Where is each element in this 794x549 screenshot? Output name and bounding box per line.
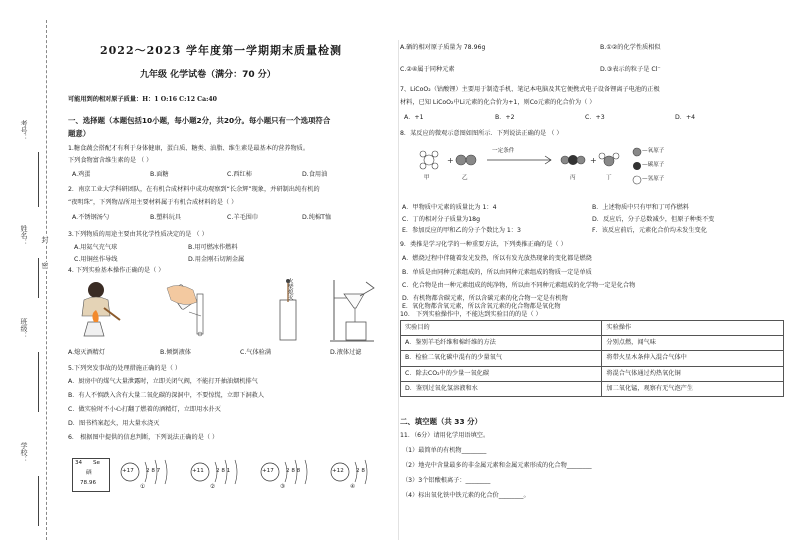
- table-header-row: [401, 321, 784, 336]
- atom-diagram-4: [328, 458, 390, 492]
- pour-stream-icon: [189, 312, 201, 316]
- exam-number-line: [38, 152, 39, 207]
- table-cell: C．除去CO₂中的少量一氧化碳: [401, 366, 602, 381]
- atom-diagram-3: [258, 458, 328, 492]
- q8-label-ding: 丁: [606, 175, 612, 181]
- name-line: [38, 258, 39, 298]
- q3-option-d: D.用金刚石切割金属: [188, 256, 245, 263]
- q1-option-c: C.西红柿: [227, 171, 252, 178]
- q4-option-c: C.气体验满: [240, 349, 272, 356]
- q1-option-d: D.食用油: [302, 171, 328, 178]
- q6-option-c: C.②④属于同种元素: [400, 66, 455, 73]
- q7-option-a: A．+1: [404, 114, 424, 121]
- test-tube-icon: [197, 294, 203, 334]
- q6-option-a: A.硒的相对原子质量为 78.96g: [400, 44, 486, 51]
- atom-2-label: ②: [210, 484, 216, 490]
- table-row: [401, 336, 784, 351]
- q9-option-c: C．化合物是由一种元素组成的纯净物，所以由不同种元素组成的化学物一定是化合物: [402, 282, 636, 289]
- q2-option-d: D.纯棉T恤: [302, 214, 332, 221]
- q1-option-b: B.面糖: [150, 171, 169, 178]
- table-row: [401, 381, 784, 396]
- q9-option-d: D．有机物都含碳元素，所以含碳元素的化合物一定是有机物: [402, 295, 568, 302]
- q3-stem: 3.下列物质的用途主要由其化学性质决定的是 （ ）: [68, 231, 208, 238]
- element-name: 硒: [86, 470, 92, 476]
- molecule-jia-icon: [420, 151, 438, 169]
- q8-label-jia: 甲: [424, 175, 430, 181]
- section2-title: 二、填空题（共 33 分）: [400, 417, 482, 426]
- q8-option-f: F．该反应前后，元素化合价均未发生变化: [592, 227, 707, 234]
- q2-option-c: C.羊毛围巾: [227, 214, 259, 221]
- q11-item-2: （2）地壳中含量最多的非金属元素和金属元素形成的化合物________: [402, 462, 592, 469]
- q2-stem: 2．南京工业大学科研团队，在有机合成材料中成功观察到“长余辉”现象，并研制出纯有机的: [68, 186, 320, 193]
- q9-stem: 9．类推是学习化学的一种重要方法，下列类推正确的是（ ）: [400, 241, 567, 248]
- table-cell: 分别点燃，闻气味: [602, 336, 784, 351]
- seal-feng: 封: [41, 236, 49, 243]
- table-header-cell: 实验操作: [602, 321, 784, 336]
- alcohol-lamp-icon: [84, 322, 104, 336]
- reaction-arrow-icon: [487, 156, 551, 164]
- atom-1-label: ①: [140, 484, 146, 490]
- element-symbol: Se: [93, 460, 100, 466]
- atom-3-nucleus: +17: [262, 468, 274, 474]
- q3-option-c: C.用铜丝作导线: [74, 256, 118, 263]
- q4-figure-d: [330, 278, 380, 342]
- q10-table: [400, 320, 784, 397]
- legend-oxygen-icon: [633, 148, 641, 156]
- school-line: [38, 476, 39, 526]
- seal-line: [46, 20, 47, 540]
- section1-title-cont: 题意）: [68, 129, 91, 138]
- q4-option-a: A.熄灭酒精灯: [68, 349, 106, 356]
- atom-1-shells-icon: [118, 458, 188, 492]
- q3-option-b: B.用可燃冰作燃料: [188, 244, 238, 251]
- atom-2-nucleus: +11: [192, 468, 204, 474]
- q11-stem: 11．（6分）请用化学用语填空。: [400, 432, 490, 439]
- atom-1-shells: 2 8 7: [146, 468, 161, 474]
- q5-option-c: C．做实验时不小心打翻了燃着的酒精灯，立即用水扑灭: [68, 406, 221, 413]
- legend-carbon-icon: [633, 162, 641, 170]
- atomic-masses: 可能用到的相对原子质量：H：1 O:16 C:12 Ca:40: [68, 96, 217, 103]
- q1-stem: 1.糖食蔬会搭配才有利于身体健康，蛋白质、糖类、油脂、维生素是最基本的营养物质。: [68, 145, 310, 152]
- svg-text:+: +: [447, 156, 454, 165]
- q6-option-b: B.①②的化学性质相似: [600, 44, 661, 51]
- q3-option-a: A.用氦气充气球: [74, 244, 118, 251]
- q7-option-b: B．+2: [495, 114, 515, 121]
- element-card: [72, 458, 110, 492]
- atom-2-shells-icon: [188, 458, 258, 492]
- funnel-icon: [344, 294, 364, 308]
- atom-diagram-2: [188, 458, 258, 492]
- q8-option-b: B．上述物质中只有甲和丁可作燃料: [592, 204, 690, 211]
- q5-option-b: B．有人不慎跌入含有大量二氧化碳的深洞中，不要惊慌，立即下洞救人: [68, 392, 265, 399]
- q5-stem: 5.下列突发事故的处理措施正确的是（ ）: [68, 365, 182, 372]
- atom-3-shells: 2 8 8: [286, 468, 301, 474]
- molecule-yi-icon: [456, 155, 476, 165]
- q4-match-label: 火柴熄灭: [286, 278, 293, 301]
- table-cell: D．鉴别过氧化氢溶液和水: [401, 381, 602, 396]
- atom-4-nucleus: +12: [332, 468, 344, 474]
- q8-option-e: E．参加反应的甲和乙的分子个数比为 1：3: [402, 227, 521, 234]
- q8-stem: 8．某反应的微观示意图如图所示．下列说法正确的是 （ ）: [400, 130, 563, 137]
- q4-option-d: D.液体过滤: [330, 349, 362, 356]
- beaker-icon: [346, 322, 366, 340]
- column-divider: [398, 40, 399, 540]
- class-line: [38, 352, 39, 412]
- exam-subtitle: 九年级 化学试卷（满分：70 分）: [140, 70, 276, 80]
- atom-4-shells-icon: [328, 458, 390, 492]
- q5-option-a: A．厨房中的煤气大量泄露时，立即关闭气阀，不能打开抽油烟机排气: [68, 378, 258, 385]
- q11-item-3: （3）3个铝酸根离子：________: [402, 477, 491, 484]
- q4-option-b: B.倾倒液体: [160, 349, 191, 356]
- q7-stem: 7、LiCoO₂（钴酸锂）主要用于制造手机、笔记本电脑及其它便携式电子设备锂离子电池的正极: [400, 86, 660, 93]
- table-row: [401, 366, 784, 381]
- q8-legend-carbon: —碳原子: [642, 162, 665, 168]
- table-cell: 将带火星木条伸入混合气体中: [602, 351, 784, 366]
- q6-stem: 6． 根据图中提供的信息判断，下列说法正确的是（ ）: [68, 434, 219, 441]
- binding-margin: [0, 0, 70, 549]
- q8-option-a: A．甲物质中元素的质量比为 1：4: [402, 204, 497, 211]
- q8-label-yi: 乙: [462, 175, 468, 181]
- atom-diagram-1: [118, 458, 188, 492]
- q8-legend-oxygen: —氧原子: [642, 148, 665, 154]
- q1-stem-2: 下列食物富含维生素的是 （ ）: [68, 157, 153, 164]
- school-label: 学校：: [20, 442, 28, 463]
- q7-option-d: D．+4: [675, 114, 696, 121]
- atom-4-shells: 2 8: [356, 468, 365, 474]
- table-cell: 将混合气体通过灼热氧化铜: [602, 366, 784, 381]
- q10-stem: 10． 下列实验操作中，不能达到实验目的的是（ ）: [400, 311, 542, 318]
- q4-figure-b: [145, 282, 215, 340]
- class-label: 班级：: [20, 318, 28, 339]
- head-icon: [88, 282, 104, 298]
- q2-option-a: A.不锈钢汤勺: [72, 214, 110, 221]
- atom-3-shells-icon: [258, 458, 328, 492]
- atom-1-nucleus: +17: [122, 468, 134, 474]
- atom-3-label: ③: [280, 484, 286, 490]
- table-header-cell: 实验目的: [401, 321, 602, 336]
- molecule-bing-icon: [561, 155, 585, 165]
- q5-option-d: D．图书档案起火，用大量水浇灭: [68, 420, 160, 427]
- q2-stem-2: “夜明珠”，下列物品所用主要材料属于有机合成材料的是（ ）: [68, 199, 238, 206]
- q7-option-c: C．+3: [585, 114, 605, 121]
- element-number: 34: [75, 460, 83, 466]
- q8-option-d: D．反应后，分子总数减少，但原子种类不变: [592, 216, 715, 223]
- table-cell: 加二氧化锰，观察有无气泡产生: [602, 381, 784, 396]
- table-cell: A．鉴别羊毛纤维和棉纤维的方法: [401, 336, 602, 351]
- gas-bottle-icon: [280, 300, 296, 340]
- legend-hydrogen-icon: [633, 176, 641, 184]
- q9-option-b: B．单质是由同种元素组成的，所以由同种元素组成的物质一定是单质: [402, 269, 592, 276]
- exam-number-label: 考号：: [20, 120, 28, 141]
- q8-legend-hydrogen: —氢原子: [642, 176, 665, 182]
- q2-option-b: B.塑料玩具: [150, 214, 181, 221]
- q4-stem: 4. 下列实验基本操作正确的是（ ）: [68, 267, 165, 274]
- q8-condition: 一定条件: [492, 148, 515, 154]
- table-row: [401, 351, 784, 366]
- q9-option-a: A．燃烧过程中伴随着发光发热，所以有发光放热现象的变化都是燃烧: [402, 255, 592, 262]
- q6-option-d: D.③表示的粒子是 Cl⁻: [600, 66, 661, 73]
- svg-text:+: +: [590, 156, 597, 165]
- q4-figure-a: [70, 278, 130, 342]
- atom-4-label: ④: [350, 484, 356, 490]
- q8-label-bing: 丙: [570, 175, 576, 181]
- element-mass: 78.96: [80, 480, 97, 486]
- table-cell: B．检验二氧化碳中混有的少量氧气: [401, 351, 602, 366]
- q11-item-1: （1）最简单的有机物________: [402, 447, 487, 454]
- q8-option-c: C．丁的相对分子质量为18g: [402, 216, 480, 223]
- name-label: 姓名：: [20, 225, 28, 246]
- q7-stem-2: 材料，已知 LiCoO₂中Li元素的化合价为+1，则Co元素的化合价为（ ）: [400, 99, 596, 106]
- hand-icon: [167, 285, 197, 304]
- exam-title: 2022～2023 学年度第一学期期末质量检测: [100, 44, 343, 57]
- molecule-ding-icon: [599, 153, 619, 166]
- seal-mi: 密: [41, 262, 49, 269]
- q11-item-4: （4）标出氧化铁中铁元素的化合价________。: [402, 492, 530, 499]
- q9-option-e: E．氧化物都含氧元素，所以含氧元素的化合物都是氧化物: [402, 303, 561, 310]
- q1-option-a: A.鸡蛋: [72, 171, 91, 178]
- atom-2-shells: 2 8 1: [216, 468, 231, 474]
- section1-title: 一、选择题（本题包括10小题，每小题2分，共20分。每小题只有一个选项符合: [68, 116, 331, 125]
